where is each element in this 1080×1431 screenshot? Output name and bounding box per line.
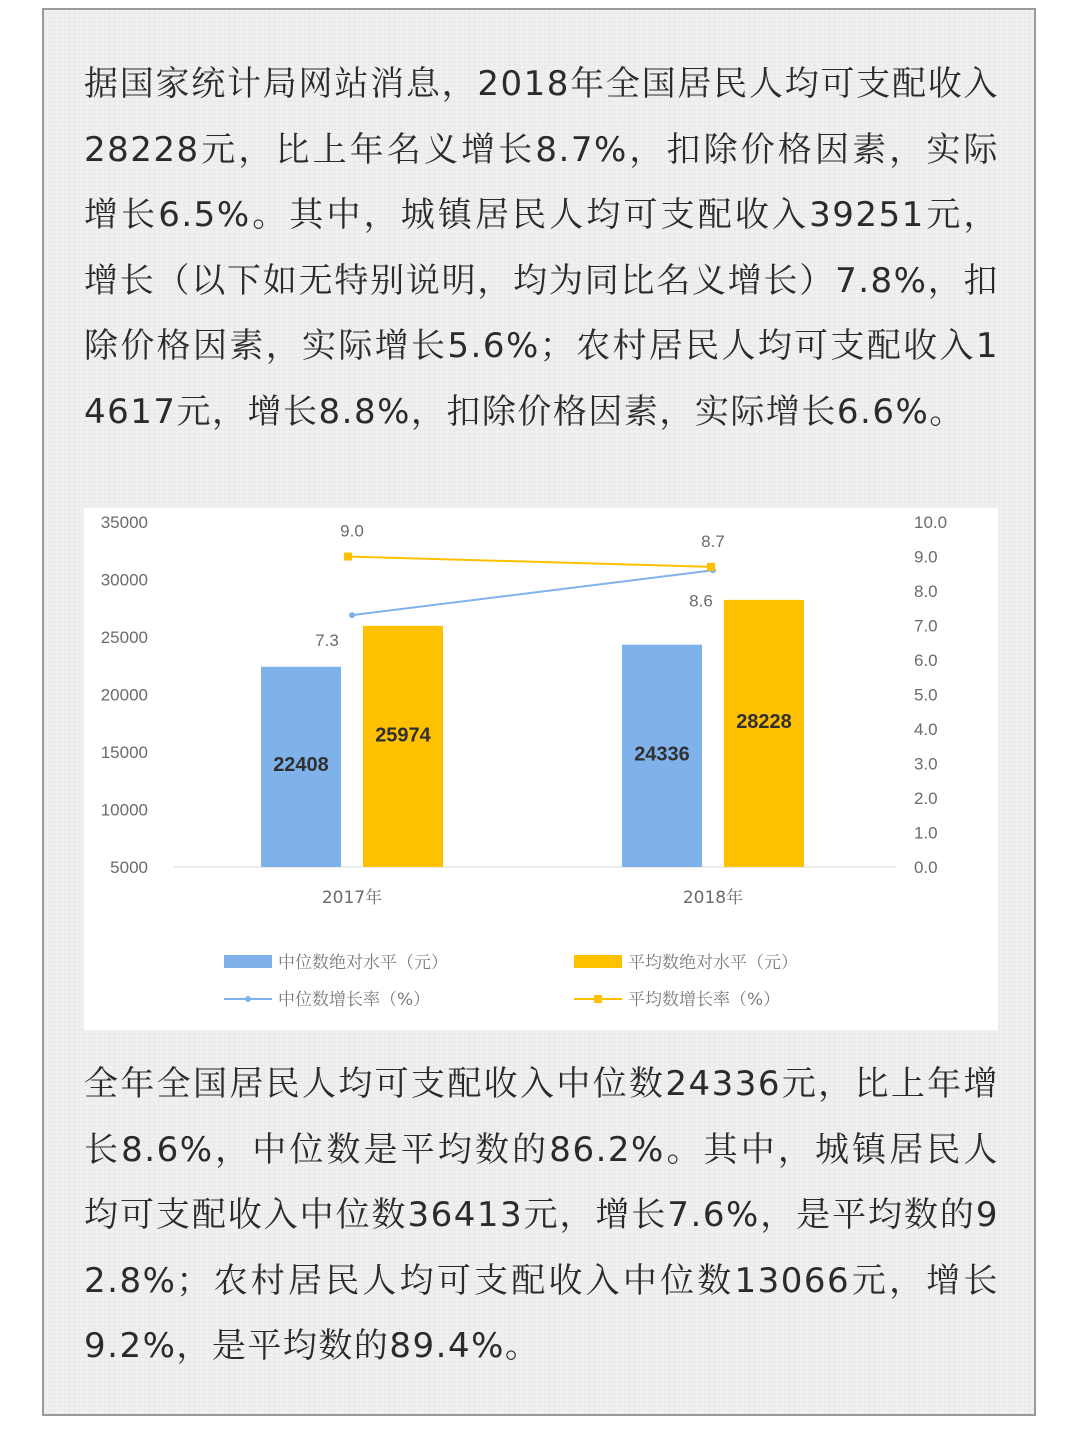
bar-value-label: 25974 (375, 724, 431, 747)
y2-tick-label: 0.0 (914, 858, 938, 877)
y-tick-label: 35000 (100, 513, 148, 532)
y-tick-label: 5000 (110, 858, 148, 877)
y2-tick-label: 4.0 (914, 720, 938, 739)
y-tick-label: 10000 (100, 800, 148, 820)
bar-value-label: 24336 (634, 743, 690, 766)
y2-tick-label: 2.0 (914, 789, 938, 808)
rate-value-label: 8.6 (689, 591, 713, 611)
rate-value-label: 7.3 (315, 631, 339, 651)
x-category-label: 2018年 (682, 888, 744, 908)
y2-tick-label: 5.0 (914, 685, 938, 705)
legend-swatch (574, 955, 622, 968)
legend-label: 平均数绝对水平（元） (628, 953, 798, 973)
rate-value-label: 9.0 (340, 521, 364, 541)
y-tick-label: 25000 (100, 628, 148, 647)
y-tick-label: 30000 (100, 570, 148, 590)
median-rate-line (352, 570, 713, 615)
y-tick-label: 20000 (100, 685, 148, 705)
mean-rate-point (707, 563, 715, 571)
legend-label: 中位数绝对水平（元） (278, 953, 448, 973)
y2-tick-label: 7.0 (914, 616, 938, 636)
mean-rate-point (344, 553, 352, 561)
income-chart (84, 508, 998, 1030)
y2-tick-label: 1.0 (914, 823, 938, 843)
median-rate-point (349, 612, 355, 618)
rate-value-label: 8.7 (701, 531, 725, 551)
y-tick-label: 15000 (100, 743, 148, 762)
bar-value-label: 22408 (273, 753, 329, 776)
y2-tick-label: 9.0 (914, 547, 938, 567)
income-chart-svg (84, 508, 998, 1030)
legend-label: 中位数增长率（%） (278, 990, 431, 1010)
x-category-label: 2017年 (321, 888, 383, 908)
legend-marker (245, 996, 251, 1002)
legend-label: 平均数增长率（%） (628, 990, 781, 1010)
legend-swatch (224, 955, 272, 968)
bar-mean (724, 600, 804, 867)
intro-paragraph: 据国家统计局网站消息，2018年全国居民人均可支配收入28228元，比上年名义增长8.7%，扣除价格因素，实际增长6.5%。其中，城镇居民人均可支配收入39251元，增长（以下如无特别说明，均为同比名义增长）7.8%，扣除价格因素，实际增长5.6%；农村居民人均可支配收入14617元，增长8.8%，扣除价格因素，实际增长6.6%。 (84, 64, 999, 432)
mean-rate-line (348, 557, 711, 567)
y2-tick-label: 6.0 (914, 651, 938, 670)
y2-tick-label: 8.0 (914, 582, 938, 601)
legend-marker (594, 995, 602, 1003)
y2-tick-label: 10.0 (914, 513, 948, 532)
y2-tick-label: 3.0 (914, 754, 938, 774)
median-paragraph: 全年全国居民人均可支配收入中位数24336元，比上年增长8.6%，中位数是平均数的86.2%。其中，城镇居民人均可支配收入中位数36413元，增长7.6%，是平均数的92.8%；农村居民人均可支配收入中位数13066元，增长9.2%，是平均数的89.4%。 (84, 1064, 999, 1366)
bar-value-label: 28228 (736, 711, 792, 734)
